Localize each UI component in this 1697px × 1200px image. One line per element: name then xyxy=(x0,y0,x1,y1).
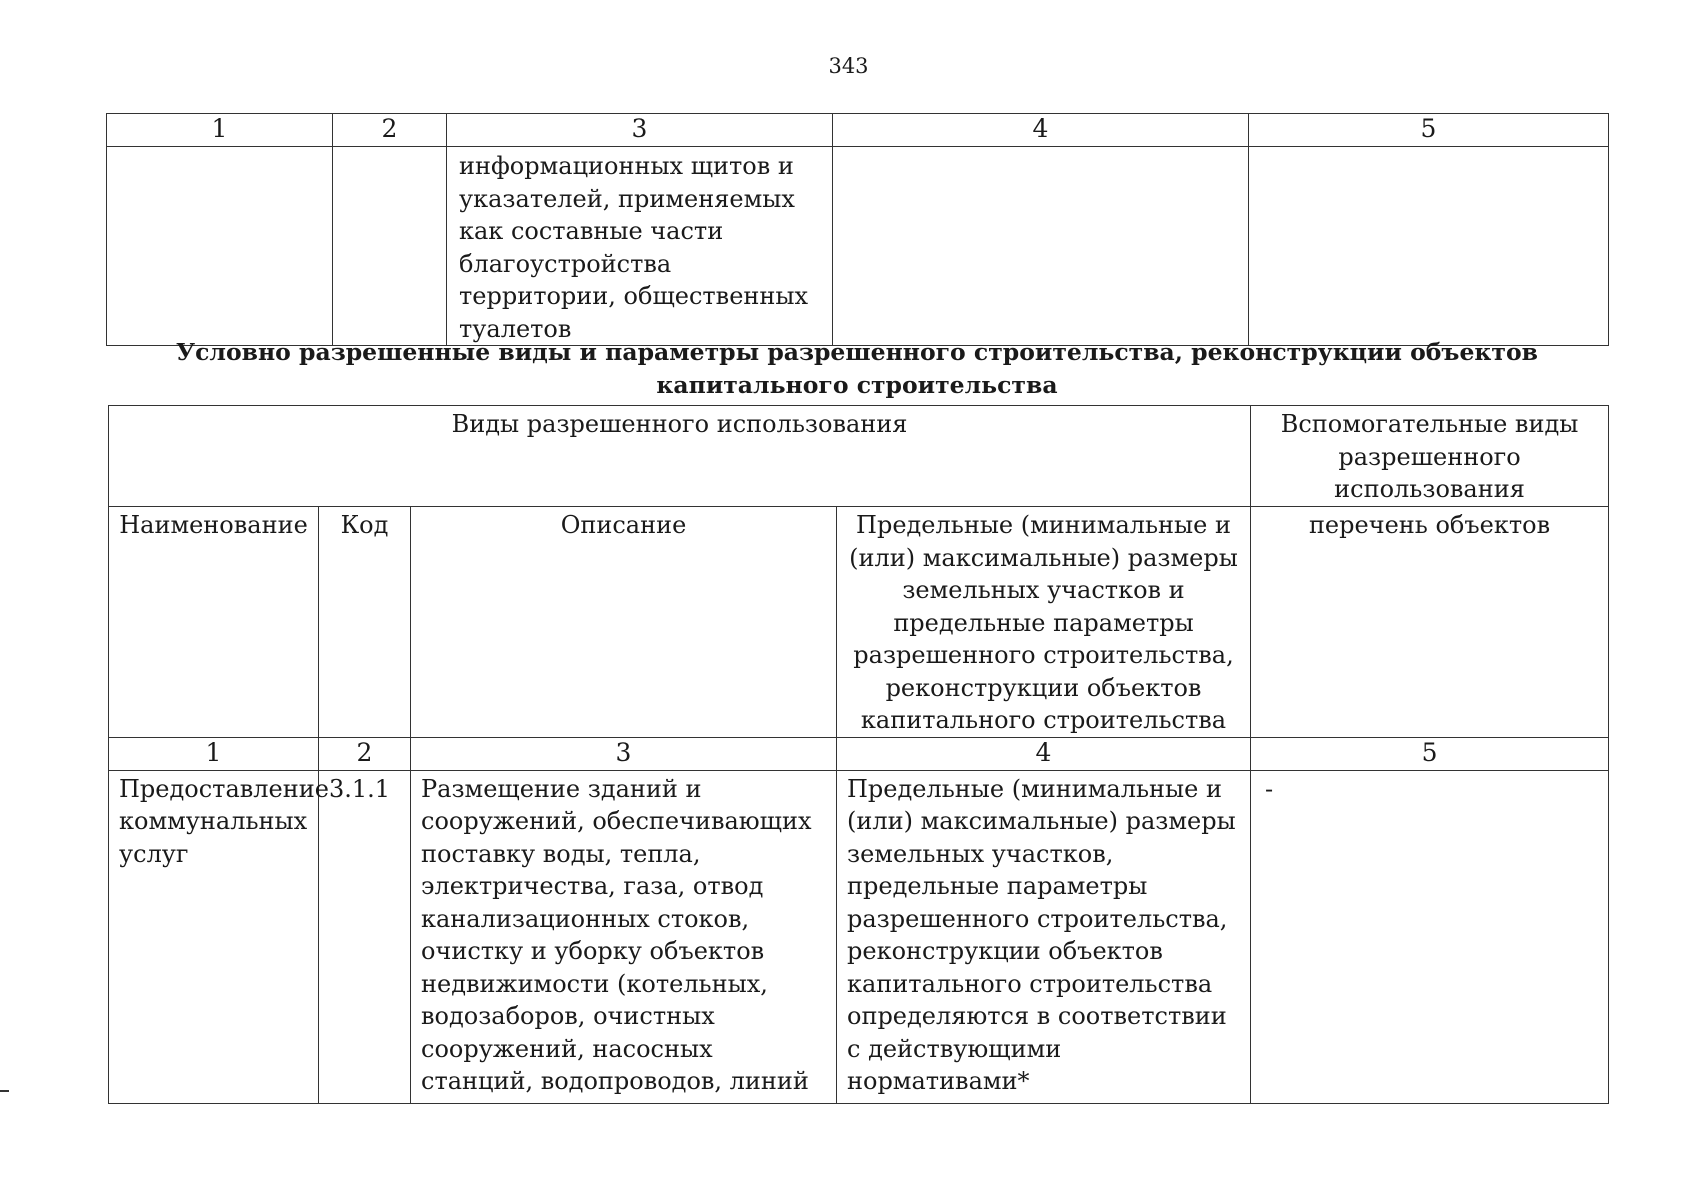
column-number: 1 xyxy=(109,737,319,770)
column-number: 1 xyxy=(107,114,333,147)
objects-list-header: перечень объектов xyxy=(1251,507,1609,738)
auxiliary-cell xyxy=(1249,147,1609,346)
section-heading: Условно разрешенные виды и параметры разрешенного строительства, реконструкции объектов капитального строительства xyxy=(176,338,1538,399)
code-header: Код xyxy=(319,507,411,738)
table-row xyxy=(107,147,1609,346)
description-header: Описание xyxy=(411,507,837,738)
column-number: 4 xyxy=(833,114,1249,147)
group-header-row xyxy=(109,406,1609,507)
column-number: 3 xyxy=(447,114,833,147)
margin-mark xyxy=(0,1090,9,1092)
name-header: Наименование xyxy=(109,507,319,738)
conditional-use-table xyxy=(108,405,1609,1104)
name-cell: Предоставление коммунальных услуг xyxy=(109,770,319,1103)
column-number: 5 xyxy=(1251,737,1609,770)
page-number: 343 xyxy=(828,54,869,78)
main-uses-header: Виды разрешенного использования xyxy=(109,406,1251,507)
description-cell: Размещение зданий и сооружений, обеспечивающих поставку воды, тепла, электричества, газа, отвод канализационных стоков, очистку и уборку объектов недвижимости (котельных, водозаборов, очистных сооружений, насосных станций, водопроводов, линий xyxy=(411,770,837,1103)
code-cell xyxy=(333,147,447,346)
limits-cell: Предельные (минимальные и (или) максимальные) размеры земельных участков, предельные параметры разрешенного строительства, реконструкции объектов капитального строительства определяются в соответствии с действующими нормативами* xyxy=(837,770,1251,1103)
continuation-table xyxy=(106,113,1609,346)
table-row xyxy=(109,770,1609,1103)
column-number: 2 xyxy=(333,114,447,147)
column-number: 5 xyxy=(1249,114,1609,147)
column-number: 2 xyxy=(319,737,411,770)
column-number: 4 xyxy=(837,737,1251,770)
column-header-row xyxy=(109,507,1609,738)
limits-cell xyxy=(833,147,1249,346)
code-cell: 3.1.1 xyxy=(319,770,411,1103)
name-cell xyxy=(107,147,333,346)
auxiliary-uses-header: Вспомогательные виды разрешенного использования xyxy=(1251,406,1609,507)
limits-header: Предельные (минимальные и (или) максимальные) размеры земельных участков и предельные параметры разрешенного строительства, реконструкции объектов капитального строительства xyxy=(837,507,1251,738)
column-number-row xyxy=(109,737,1609,770)
description-cell: информационных щитов и указателей, применяемых как составные части благоустройства территории, общественных туалетов xyxy=(447,147,833,346)
column-number: 3 xyxy=(411,737,837,770)
column-number-row xyxy=(107,114,1609,147)
auxiliary-cell: - xyxy=(1251,770,1609,1103)
